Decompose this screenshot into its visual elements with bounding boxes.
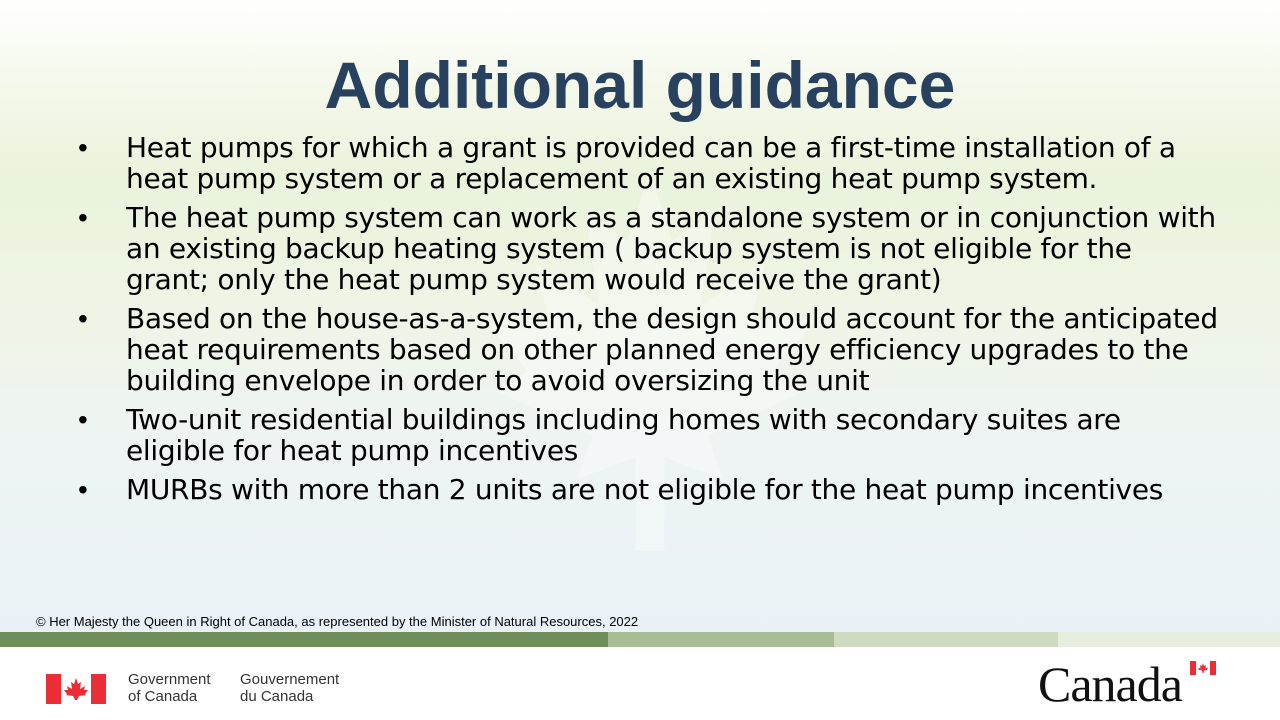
bullet-list <box>72 132 1222 513</box>
canada-wordmark: Canada <box>1038 656 1182 712</box>
bullet-item <box>72 404 1222 466</box>
footer-color-band-pale <box>1058 632 1280 647</box>
bullet-icon: • <box>78 202 88 233</box>
wordmark-flag-icon <box>1190 661 1216 675</box>
bullet-item <box>72 132 1222 194</box>
bullet-icon: • <box>78 404 88 435</box>
government-of-canada-label <box>128 671 211 705</box>
bullet-text: The heat pump system can work as a standalone system or in conjunction with an existing backup heating system ( backup system is not eligible for the grant; only the heat pump system would receive the grant) <box>126 201 1216 296</box>
bullet-text: Based on the house-as-a-system, the design should account for the anticipated heat requirements based on other planned energy efficiency upgrades to the building envelope in order to avoid oversizing the unit <box>126 302 1218 397</box>
gov-en-line1: Government <box>128 671 211 688</box>
footer-color-band-mid <box>608 632 834 647</box>
gov-fr-line1: Gouvernement <box>240 671 340 688</box>
gov-en-line2: of Canada <box>128 688 198 705</box>
slide-title: Additional guidance <box>324 48 956 122</box>
gouvernement-du-canada-label <box>240 671 339 705</box>
canadian-flag-icon <box>46 674 106 704</box>
bullet-text: Two-unit residential buildings including homes with secondary suites are eligible for heat pump incentives <box>126 403 1121 467</box>
bullet-icon: • <box>78 303 88 334</box>
footer-color-band-dark <box>0 632 608 647</box>
footer <box>0 647 1280 720</box>
bullet-item <box>72 474 1222 505</box>
bullet-item <box>72 202 1222 295</box>
bullet-item <box>72 303 1222 396</box>
bullet-text: Heat pumps for which a grant is provided can be a first-time installation of a heat pump system or a replacement of an existing heat pump system. <box>126 131 1176 195</box>
bullet-icon: • <box>78 474 88 505</box>
gov-fr-line2: du Canada <box>240 688 314 705</box>
copyright-notice: © Her Majesty the Queen in Right of Canada, as represented by the Minister of Natural Resources, 2022 <box>36 614 639 629</box>
bullet-text: MURBs with more than 2 units are not eligible for the heat pump incentives <box>126 473 1164 506</box>
footer-color-band-light <box>834 632 1058 647</box>
bullet-icon: • <box>78 132 88 163</box>
